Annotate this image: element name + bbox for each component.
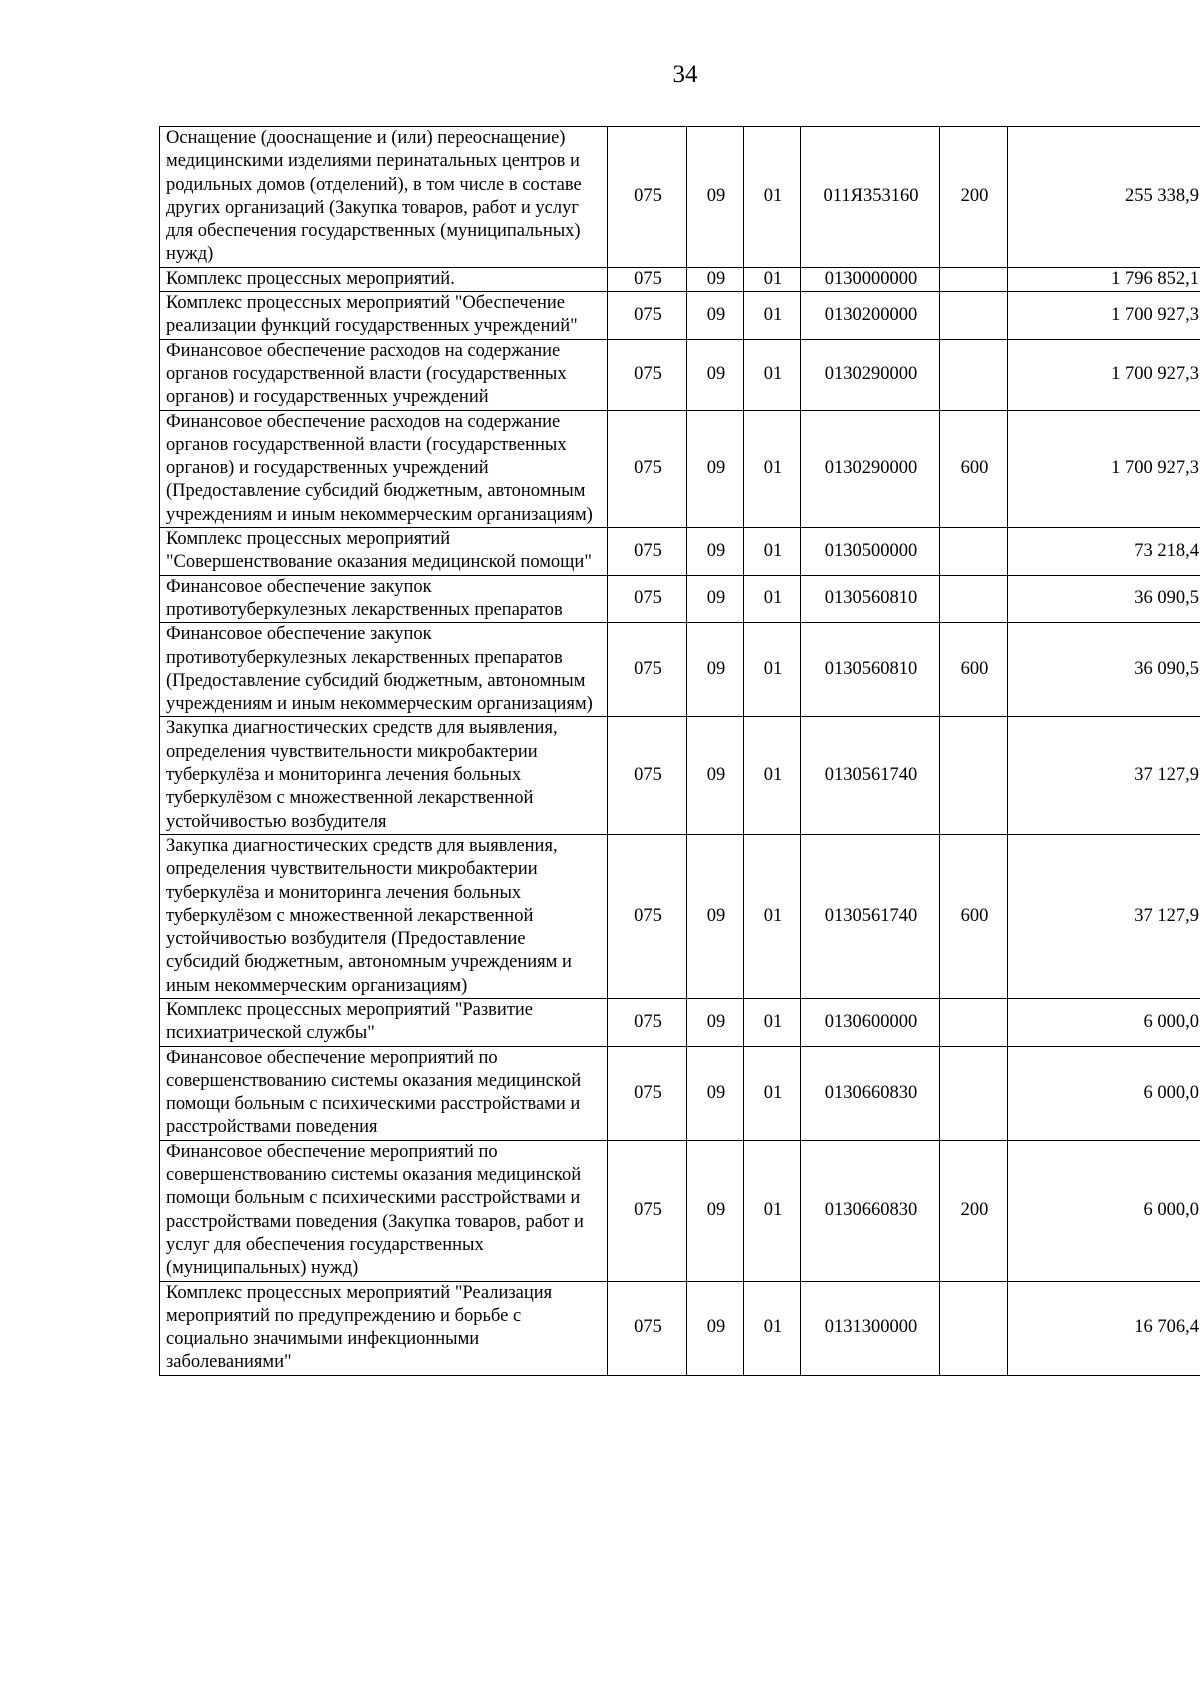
budget-table [159,126,1200,1376]
subsection-code-cell: 01 [744,267,801,291]
section-code-cell: 09 [687,1281,744,1375]
target-code-cell: 0130660830 [801,1140,940,1281]
row-name-cell: Финансовое обеспечение мероприятий по совершенствованию системы оказания медицинской помощи больным с психическими расстройствами и расстройствами поведения [160,1046,608,1140]
table-row [160,267,1200,291]
amount-cell: 6 000,0 [1008,998,1200,1046]
amount-cell: 36 090,5 [1008,623,1200,717]
table-row [160,623,1200,717]
table-row [160,1046,1200,1140]
table-row [160,717,1200,834]
page-number: 34 [672,61,698,88]
row-name-cell: Финансовое обеспечение расходов на содержание органов государственной власти (государственных органов) и государственных учреждений [160,339,608,410]
target-code-cell: 0130290000 [801,410,940,527]
expense-type-cell: 200 [940,127,1008,268]
section-code-cell: 09 [687,410,744,527]
subsection-code-cell: 01 [744,575,801,623]
subsection-code-cell: 01 [744,623,801,717]
amount-cell: 37 127,9 [1008,834,1200,998]
ministry-code-cell: 075 [608,267,687,291]
target-code-cell: 0130561740 [801,834,940,998]
table-row [160,528,1200,576]
expense-type-cell [940,339,1008,410]
section-code-cell: 09 [687,717,744,834]
row-name-cell: Финансовое обеспечение закупок противотуберкулезных лекарственных препаратов (Предоставление субсидий бюджетным, автономным учреждениям и иным некоммерческим организациям) [160,623,608,717]
table-row [160,575,1200,623]
amount-cell: 1 796 852,1 [1008,267,1200,291]
target-code-cell: 0130000000 [801,267,940,291]
row-name-cell: Комплекс процессных мероприятий. [160,267,608,291]
section-code-cell: 09 [687,528,744,576]
table-row [160,410,1200,527]
expense-type-cell: 600 [940,834,1008,998]
ministry-code-cell: 075 [608,127,687,268]
row-name-cell: Комплекс процессных мероприятий "Развитие психиатрической службы" [160,998,608,1046]
target-code-cell: 0130561740 [801,717,940,834]
amount-cell: 6 000,0 [1008,1046,1200,1140]
target-code-cell: 0130560810 [801,623,940,717]
row-name-cell: Комплекс процессных мероприятий "Обеспечение реализации функций государственных учреждений" [160,292,608,340]
amount-cell: 255 338,9 [1008,127,1200,268]
amount-cell: 73 218,4 [1008,528,1200,576]
target-code-cell: 0130500000 [801,528,940,576]
target-code-cell: 0130290000 [801,339,940,410]
expense-type-cell [940,528,1008,576]
subsection-code-cell: 01 [744,1140,801,1281]
amount-cell: 1 700 927,3 [1008,339,1200,410]
section-code-cell: 09 [687,267,744,291]
section-code-cell: 09 [687,834,744,998]
amount-cell: 37 127,9 [1008,717,1200,834]
section-code-cell: 09 [687,292,744,340]
amount-cell: 1 700 927,3 [1008,410,1200,527]
ministry-code-cell: 075 [608,292,687,340]
expense-type-cell [940,575,1008,623]
subsection-code-cell: 01 [744,834,801,998]
amount-cell: 6 000,0 [1008,1140,1200,1281]
target-code-cell: 0130600000 [801,998,940,1046]
expense-type-cell [940,998,1008,1046]
row-name-cell: Закупка диагностических средств для выявления, определения чувствительности микробактерии туберкулёза и мониторинга лечения больных туберкулёзом с множественной лекарственной устойчивостью возбудителя (Предоставление субсидий бюджетным, автономным учреждениям и иным некоммерческим организациям) [160,834,608,998]
row-name-cell: Комплекс процессных мероприятий "Реализация мероприятий по предупреждению и борьбе с социально значимыми инфекционными заболеваниями" [160,1281,608,1375]
ministry-code-cell: 075 [608,1140,687,1281]
row-name-cell: Оснащение (дооснащение и (или) переоснащение) медицинскими изделиями перинатальных центров и родильных домов (отделений), в том числе в составе других организаций (Закупка товаров, работ и услуг для обеспечения государственных (муниципальных) нужд) [160,127,608,268]
expense-type-cell [940,267,1008,291]
section-code-cell: 09 [687,127,744,268]
expense-type-cell [940,292,1008,340]
expense-type-cell [940,1046,1008,1140]
subsection-code-cell: 01 [744,528,801,576]
section-code-cell: 09 [687,1046,744,1140]
section-code-cell: 09 [687,339,744,410]
target-code-cell: 0130200000 [801,292,940,340]
table-row [160,1281,1200,1375]
amount-cell: 16 706,4 [1008,1281,1200,1375]
amount-cell: 36 090,5 [1008,575,1200,623]
subsection-code-cell: 01 [744,1046,801,1140]
table-row [160,998,1200,1046]
ministry-code-cell: 075 [608,575,687,623]
section-code-cell: 09 [687,575,744,623]
ministry-code-cell: 075 [608,339,687,410]
expense-type-cell [940,1281,1008,1375]
subsection-code-cell: 01 [744,410,801,527]
ministry-code-cell: 075 [608,623,687,717]
subsection-code-cell: 01 [744,339,801,410]
table-row [160,127,1200,268]
subsection-code-cell: 01 [744,998,801,1046]
ministry-code-cell: 075 [608,998,687,1046]
ministry-code-cell: 075 [608,528,687,576]
expense-type-cell: 200 [940,1140,1008,1281]
ministry-code-cell: 075 [608,410,687,527]
ministry-code-cell: 075 [608,1046,687,1140]
expense-type-cell: 600 [940,410,1008,527]
table-row [160,1140,1200,1281]
row-name-cell: Финансовое обеспечение мероприятий по совершенствованию системы оказания медицинской помощи больным с психическими расстройствами и расстройствами поведения (Закупка товаров, работ и услуг для обеспечения государственных (муниципальных) нужд) [160,1140,608,1281]
section-code-cell: 09 [687,1140,744,1281]
subsection-code-cell: 01 [744,127,801,268]
row-name-cell: Финансовое обеспечение расходов на содержание органов государственной власти (государственных органов) и государственных учреждений (Предоставление субсидий бюджетным, автономным учреждениям и иным некоммерческим организациям) [160,410,608,527]
expense-type-cell: 600 [940,623,1008,717]
target-code-cell: 011Я353160 [801,127,940,268]
target-code-cell: 0130660830 [801,1046,940,1140]
subsection-code-cell: 01 [744,292,801,340]
ministry-code-cell: 075 [608,1281,687,1375]
table-row [160,834,1200,998]
expense-type-cell [940,717,1008,834]
subsection-code-cell: 01 [744,1281,801,1375]
ministry-code-cell: 075 [608,717,687,834]
subsection-code-cell: 01 [744,717,801,834]
amount-cell: 1 700 927,3 [1008,292,1200,340]
row-name-cell: Комплекс процессных мероприятий "Совершенствование оказания медицинской помощи" [160,528,608,576]
table-row [160,292,1200,340]
section-code-cell: 09 [687,623,744,717]
section-code-cell: 09 [687,998,744,1046]
target-code-cell: 0131300000 [801,1281,940,1375]
target-code-cell: 0130560810 [801,575,940,623]
ministry-code-cell: 075 [608,834,687,998]
row-name-cell: Финансовое обеспечение закупок противотуберкулезных лекарственных препаратов [160,575,608,623]
table-row [160,339,1200,410]
row-name-cell: Закупка диагностических средств для выявления, определения чувствительности микробактерии туберкулёза и мониторинга лечения больных туберкулёзом с множественной лекарственной устойчивостью возбудителя [160,717,608,834]
